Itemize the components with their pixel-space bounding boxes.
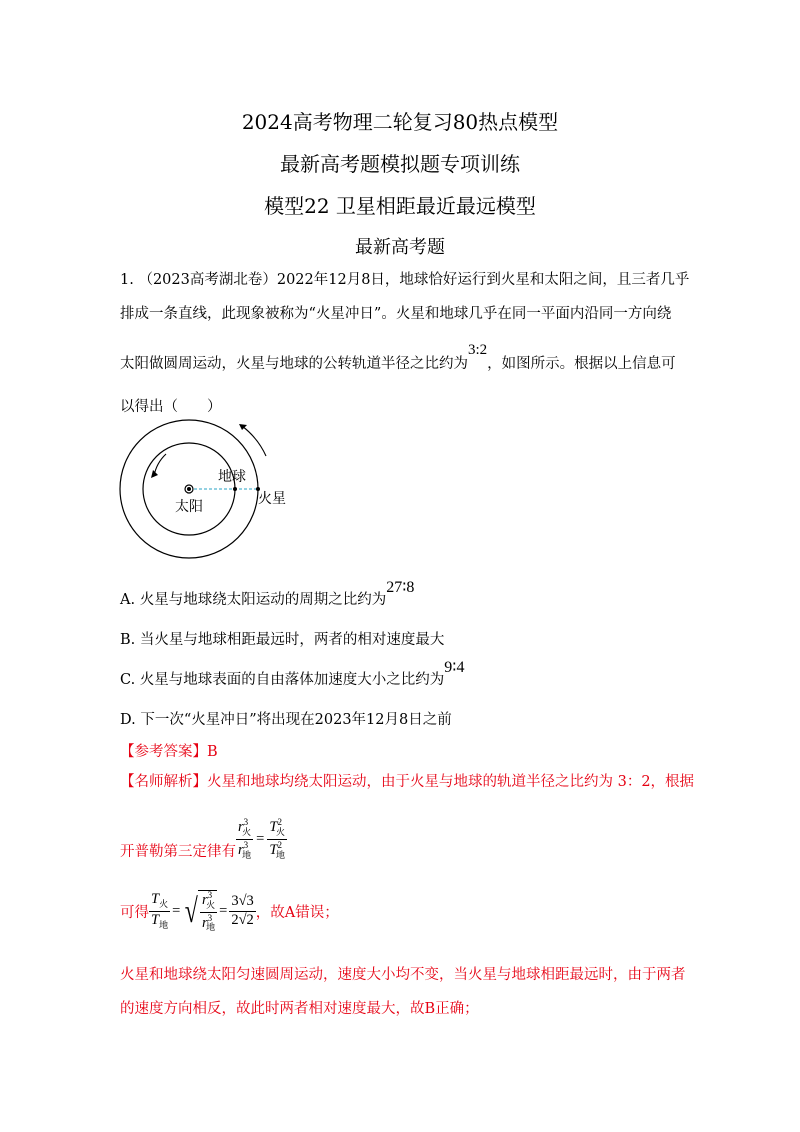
- analysis-text: 火星和地球均绕太阳运动，由于火星与地球的轨道半径之比约为 3：2，根据: [207, 774, 695, 790]
- answer-label: 【参考答案】B: [120, 744, 218, 760]
- mars-label: 火星: [258, 491, 286, 507]
- option-a-ratio: 27∶8: [386, 579, 415, 596]
- earth-dot: [233, 487, 237, 491]
- question-line-4: 以得出（ ）: [120, 399, 222, 415]
- analysis-para-line-2: 的速度方向相反，故此时两者相对速度最大，故B正确；: [120, 1001, 479, 1017]
- option-c-text: C. 火星与地球表面的自由落体加速度大小之比约为: [120, 672, 445, 688]
- option-c-ratio: 9∶4: [444, 659, 465, 676]
- answer-numerator: 3√3: [229, 894, 255, 912]
- kepler-prefix: 开普勒第三定律有: [120, 844, 236, 860]
- question-line-2: 排成一条直线，此现象被称为“火星冲日”。火星和地球几乎在同一平面内沿同一方向绕: [120, 306, 672, 322]
- analysis-para-line-1: 火星和地球绕太阳匀速圆周运动，速度大小均不变，当火星与地球相距最远时，由于两者: [120, 967, 686, 983]
- model-title: 模型22 卫星相距最近最远模型: [264, 194, 536, 218]
- option-d: D. 下一次“火星冲日”将出现在2023年12月8日之前: [120, 712, 452, 728]
- option-b: B. 当火星与地球相距最远时，两者的相对速度最大: [120, 632, 445, 648]
- question-line-3-tail: ，如图所示。根据以上信息可: [487, 356, 676, 372]
- page-subtitle: 最新高考题模拟题专项训练: [280, 152, 520, 176]
- option-c: [120, 659, 465, 689]
- result-suffix: ，故A错误；: [255, 905, 339, 922]
- answer-denominator: 2√2: [231, 912, 254, 929]
- period-result: [120, 890, 339, 933]
- question-line-1: 1. （2023高考湖北卷）2022年12月8日，地球恰好运行到火星和太阳之间，且三者几乎: [120, 272, 690, 288]
- result-prefix: 可得: [120, 905, 149, 922]
- analysis-tag: 【名师解析】: [120, 774, 207, 790]
- analysis-line-1: [120, 770, 694, 791]
- option-a: [120, 579, 415, 609]
- question-line-3-text: 太阳做圆周运动，火星与地球的公转轨道半径之比约为: [120, 356, 468, 372]
- result-formula: $\frac{T_火}{T_地}$ = √ $\frac{r^3_火}{r^3_地}$ = $\frac{3√3}{2√2}$: [151, 890, 254, 933]
- option-a-text: A. 火星与地球绕太阳运动的周期之比约为: [120, 592, 387, 608]
- orbit-ratio: 3:2: [468, 342, 488, 358]
- earth-label: 地球: [218, 469, 246, 485]
- kepler-law: [120, 818, 287, 861]
- kepler-formula: $\frac{r^3_火}{r^3_地}$ = $\frac{T^2_火}{T^2_地}$: [238, 817, 285, 860]
- orbit-diagram: [118, 418, 318, 590]
- sun-label: 太阳: [175, 499, 203, 515]
- section-heading: 最新高考题: [355, 237, 445, 258]
- page-title: 2024高考物理二轮复习80热点模型: [241, 110, 559, 134]
- inner-arrow-head: [151, 470, 158, 478]
- outer-arrow: [242, 426, 266, 456]
- question-line-3: [120, 342, 676, 373]
